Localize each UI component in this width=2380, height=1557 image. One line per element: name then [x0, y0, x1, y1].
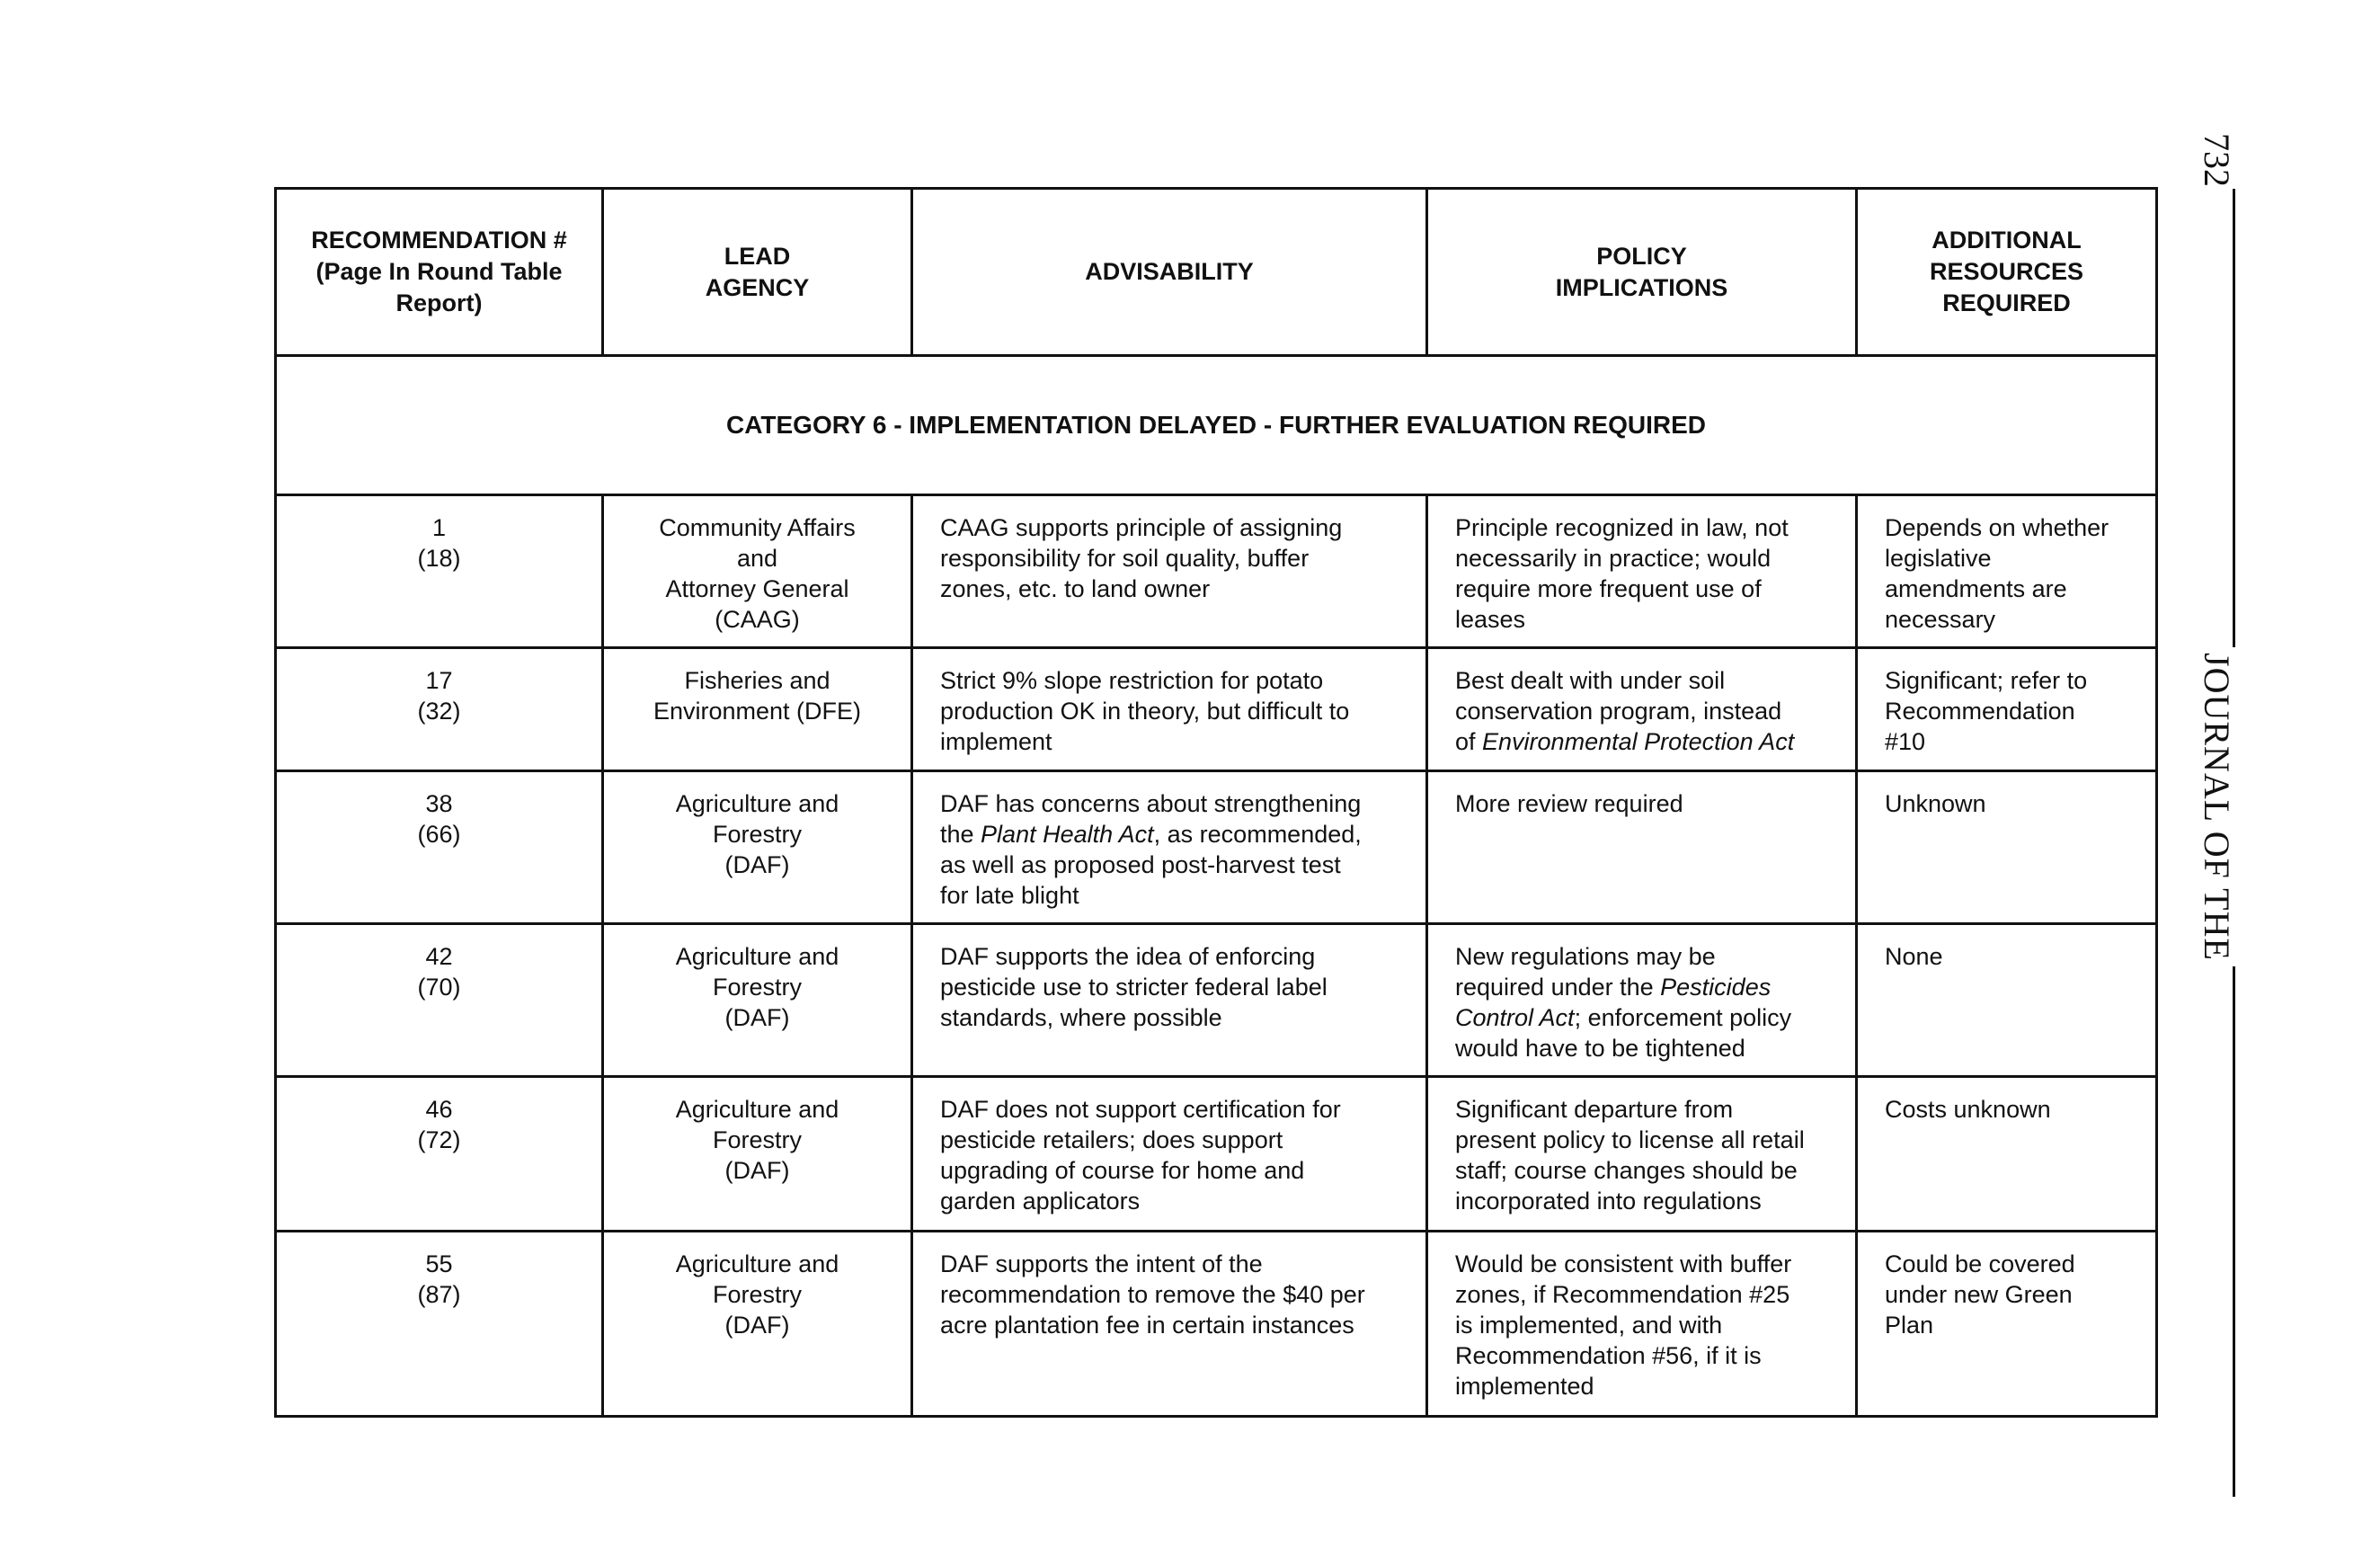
policy-implications-line: [1455, 1186, 1835, 1216]
text-run: Costs unknown: [1885, 1096, 2051, 1123]
recommendation-number-line: (72): [417, 1126, 461, 1153]
text-run: standards, where possible: [940, 1004, 1222, 1031]
text-run: responsibility for soil quality, buffer: [940, 545, 1310, 572]
text-run: Significant; refer to: [1885, 667, 2088, 694]
table-row: [276, 1232, 2157, 1417]
policy-implications-line: [1455, 726, 1835, 757]
text-run: require more frequent use of: [1455, 575, 1762, 602]
header-row: [276, 189, 2157, 356]
header-recommendation: [276, 189, 603, 356]
advisability-line: [940, 941, 1406, 972]
recommendation-number-line: (32): [417, 698, 461, 725]
lead-agency-line: Agriculture and: [675, 790, 839, 817]
advisability-line: [940, 1094, 1406, 1125]
lead-agency-line: Agriculture and: [675, 1096, 839, 1123]
text-run: as well as proposed post-harvest test: [940, 851, 1341, 878]
recommendation-number-line: (66): [417, 821, 461, 848]
lead-agency-line: Forestry: [712, 974, 802, 1001]
text-run: zones, etc. to land owner: [940, 575, 1211, 602]
advisability-line: [940, 665, 1406, 696]
policy-implications-line: [1455, 1249, 1835, 1279]
recommendation-number-line: 1: [431, 514, 447, 541]
recommendation-number-line: (70): [417, 974, 461, 1001]
text-run: would have to be tightened: [1455, 1035, 1745, 1062]
text-run: Best dealt with under soil: [1455, 667, 1726, 694]
text-run: necessarily in practice; would: [1455, 545, 1772, 572]
advisability: [912, 1077, 1427, 1232]
advisability: [912, 1232, 1427, 1417]
policy-implications-line: [1455, 696, 1835, 726]
policy-implications-line: [1455, 574, 1835, 604]
policy-implications-line: [1455, 1340, 1835, 1371]
table-row: [276, 648, 2157, 771]
italic-act-name: Pesticides: [1660, 974, 1772, 1001]
additional-resources-line: [1885, 1249, 2136, 1279]
advisability-line: [940, 1186, 1406, 1216]
text-run: production OK in theory, but difficult to: [940, 698, 1350, 725]
recommendations-table: [274, 187, 2158, 1418]
advisability: [912, 648, 1427, 771]
text-run: pesticide use to stricter federal label: [940, 974, 1328, 1001]
category-row: [276, 356, 2157, 495]
text-run: CAAG supports principle of assigning: [940, 514, 1343, 541]
additional-resources: [1857, 495, 2157, 648]
table-row: [276, 771, 2157, 924]
text-run: conservation program, instead: [1455, 698, 1782, 725]
additional-resources: [1857, 648, 2157, 771]
additional-resources-line: [1885, 726, 2136, 757]
lead-agency-line: (DAF): [724, 1312, 790, 1339]
text-run: Recommendation: [1885, 698, 2075, 725]
lead-agency-line: (DAF): [724, 1004, 790, 1031]
table-row: [276, 924, 2157, 1077]
text-run: DAF supports the idea of enforcing: [940, 943, 1316, 970]
text-run: recommendation to remove the $40 per: [940, 1281, 1365, 1308]
additional-resources-line: [1885, 1279, 2136, 1310]
additional-resources-line: [1885, 604, 2136, 635]
category-heading: CATEGORY 6 - IMPLEMENTATION DELAYED - FURTHER EVALUATION REQUIRED: [276, 356, 2157, 495]
text-run: of: [1455, 728, 1483, 755]
header-line: POLICY: [1596, 242, 1687, 270]
text-run: the: [940, 821, 981, 848]
recommendation-number-line: 55: [425, 1250, 453, 1277]
additional-resources-line: [1885, 665, 2136, 696]
lead-agency: [603, 648, 912, 771]
header-policy-implications: [1427, 189, 1857, 356]
advisability-line: [940, 726, 1406, 757]
text-run: present policy to license all retail: [1455, 1126, 1805, 1153]
policy-implications-line: [1455, 512, 1835, 543]
header-lead-agency: [603, 189, 912, 356]
text-run: Recommendation #56, if it is: [1455, 1342, 1762, 1369]
advisability-line: [940, 1249, 1406, 1279]
text-run: More review required: [1455, 790, 1683, 817]
text-run: under new Green: [1885, 1281, 2073, 1308]
header-line: IMPLICATIONS: [1555, 273, 1728, 301]
recommendation-number: [276, 1232, 603, 1417]
additional-resources: [1857, 924, 2157, 1077]
text-run: Plan: [1885, 1312, 1934, 1339]
table-row: [276, 495, 2157, 648]
policy-implications-line: [1455, 941, 1835, 972]
recommendation-number: [276, 1077, 603, 1232]
header-line: AGENCY: [705, 273, 810, 301]
policy-implications-line: [1455, 1125, 1835, 1155]
recommendation-number-line: 38: [425, 790, 453, 817]
text-run: acre plantation fee in certain instances: [940, 1312, 1354, 1339]
additional-resources: [1857, 1232, 2157, 1417]
policy-implications: [1427, 924, 1857, 1077]
text-run: Could be covered: [1885, 1250, 2075, 1277]
recommendation-number: [276, 771, 603, 924]
advisability: [912, 771, 1427, 924]
recommendation-number-line: (87): [417, 1281, 461, 1308]
lead-agency-line: (DAF): [724, 1157, 790, 1184]
recommendation-number: [276, 495, 603, 648]
header-line: ADVISABILITY: [1085, 258, 1254, 285]
text-run: Principle recognized in law, not: [1455, 514, 1789, 541]
additional-resources-line: [1885, 788, 2136, 819]
text-run: pesticide retailers; does support: [940, 1126, 1283, 1153]
policy-implications: [1427, 648, 1857, 771]
text-run: amendments are: [1885, 575, 2067, 602]
recommendation-number: [276, 648, 603, 771]
advisability-line: [940, 696, 1406, 726]
text-run: Depends on whether: [1885, 514, 2109, 541]
advisability-line: [940, 574, 1406, 604]
text-run: #10: [1885, 728, 1926, 755]
italic-act-name: Control Act: [1455, 1004, 1575, 1031]
header-advisability: [912, 189, 1427, 356]
text-run: implement: [940, 728, 1052, 755]
recommendation-number-line: (18): [417, 545, 461, 572]
lead-agency: [603, 924, 912, 1077]
text-run: staff; course changes should be: [1455, 1157, 1798, 1184]
header-line: RECOMMENDATION #: [311, 227, 567, 254]
policy-implications-line: [1455, 1155, 1835, 1186]
header-line: RESOURCES: [1929, 258, 2084, 285]
text-run: New regulations may be: [1455, 943, 1716, 970]
advisability: [912, 495, 1427, 648]
additional-resources: [1857, 771, 2157, 924]
advisability-line: [940, 1155, 1406, 1186]
lead-agency: [603, 1232, 912, 1417]
header-line: (Page In Round Table: [315, 258, 563, 285]
lead-agency: [603, 495, 912, 648]
lead-agency-line: (CAAG): [715, 606, 800, 633]
advisability-line: [940, 1310, 1406, 1340]
advisability-line: [940, 788, 1406, 819]
policy-implications: [1427, 1077, 1857, 1232]
advisability: [912, 924, 1427, 1077]
text-run: zones, if Recommendation #25: [1455, 1281, 1790, 1308]
text-run: necessary: [1885, 606, 1996, 633]
additional-resources-line: [1885, 574, 2136, 604]
advisability-line: [940, 850, 1406, 880]
italic-act-name: Environmental Protection Act: [1482, 728, 1795, 755]
lead-agency-line: Forestry: [712, 1281, 802, 1308]
running-title: JOURNAL OF THE: [2197, 647, 2236, 966]
lead-agency-line: (DAF): [724, 851, 790, 878]
text-run: ; enforcement policy: [1574, 1004, 1792, 1031]
recommendation-number-line: 42: [425, 943, 453, 970]
policy-implications-line: [1455, 972, 1835, 1002]
text-run: DAF supports the intent of the: [940, 1250, 1263, 1277]
advisability-line: [940, 543, 1406, 574]
policy-implications-line: [1455, 604, 1835, 635]
policy-implications-line: [1455, 665, 1835, 696]
lead-agency-line: Environment (DFE): [653, 698, 862, 725]
policy-implications-line: [1455, 1002, 1835, 1033]
additional-resources-line: [1885, 696, 2136, 726]
text-run: Would be consistent with buffer: [1455, 1250, 1792, 1277]
text-run: Unknown: [1885, 790, 1986, 817]
recommendation-number: [276, 924, 603, 1077]
additional-resources-line: [1885, 941, 2136, 972]
text-run: upgrading of course for home and: [940, 1157, 1305, 1184]
text-run: garden applicators: [940, 1188, 1141, 1214]
lead-agency-line: Forestry: [712, 1126, 802, 1153]
lead-agency-line: and: [736, 545, 778, 572]
policy-implications: [1427, 1232, 1857, 1417]
page-number: 732: [2197, 133, 2237, 187]
header-line: ADDITIONAL: [1932, 227, 2082, 254]
text-run: required under the: [1455, 974, 1661, 1001]
text-run: legislative: [1885, 545, 1992, 572]
text-run: is implemented, and with: [1455, 1312, 1723, 1339]
policy-implications-line: [1455, 543, 1835, 574]
advisability-line: [940, 972, 1406, 1002]
text-run: , as recommended,: [1153, 821, 1362, 848]
policy-implications-line: [1455, 1279, 1835, 1310]
text-run: incorporated into regulations: [1455, 1188, 1762, 1214]
advisability-line: [940, 1125, 1406, 1155]
advisability-line: [940, 880, 1406, 911]
text-run: leases: [1455, 606, 1526, 633]
table-row: [276, 1077, 2157, 1232]
policy-implications-line: [1455, 1033, 1835, 1063]
advisability-line: [940, 1279, 1406, 1310]
lead-agency-line: Agriculture and: [675, 943, 839, 970]
additional-resources-line: [1885, 1310, 2136, 1340]
text-run: None: [1885, 943, 1943, 970]
header-line: LEAD: [724, 242, 791, 270]
text-run: DAF does not support certification for: [940, 1096, 1341, 1123]
additional-resources-line: [1885, 1094, 2136, 1125]
lead-agency: [603, 771, 912, 924]
header-line: Report): [395, 289, 483, 316]
policy-implications-line: [1455, 788, 1835, 819]
text-run: Significant departure from: [1455, 1096, 1734, 1123]
text-run: implemented: [1455, 1373, 1594, 1400]
advisability-line: [940, 1002, 1406, 1033]
policy-implications-line: [1455, 1310, 1835, 1340]
lead-agency-line: Fisheries and: [684, 667, 830, 694]
advisability-line: [940, 819, 1406, 850]
text-run: Strict 9% slope restriction for potato: [940, 667, 1324, 694]
policy-implications-line: [1455, 1371, 1835, 1401]
policy-implications-line: [1455, 1094, 1835, 1125]
recommendation-number-line: 17: [425, 667, 453, 694]
additional-resources: [1857, 1077, 2157, 1232]
italic-act-name: Plant Health Act: [981, 821, 1154, 848]
lead-agency-line: Agriculture and: [675, 1250, 839, 1277]
recommendation-number-line: 46: [425, 1096, 453, 1123]
additional-resources-line: [1885, 512, 2136, 543]
policy-implications: [1427, 771, 1857, 924]
policy-implications: [1427, 495, 1857, 648]
additional-resources-line: [1885, 543, 2136, 574]
lead-agency: [603, 1077, 912, 1232]
advisability-line: [940, 512, 1406, 543]
header-line: REQUIRED: [1942, 289, 2071, 316]
header-additional-resources: [1857, 189, 2157, 356]
text-run: for late blight: [940, 882, 1079, 909]
lead-agency-line: Community Affairs: [659, 514, 856, 541]
lead-agency-line: Attorney General: [665, 575, 849, 602]
lead-agency-line: Forestry: [712, 821, 802, 848]
text-run: DAF has concerns about strengthening: [940, 790, 1362, 817]
